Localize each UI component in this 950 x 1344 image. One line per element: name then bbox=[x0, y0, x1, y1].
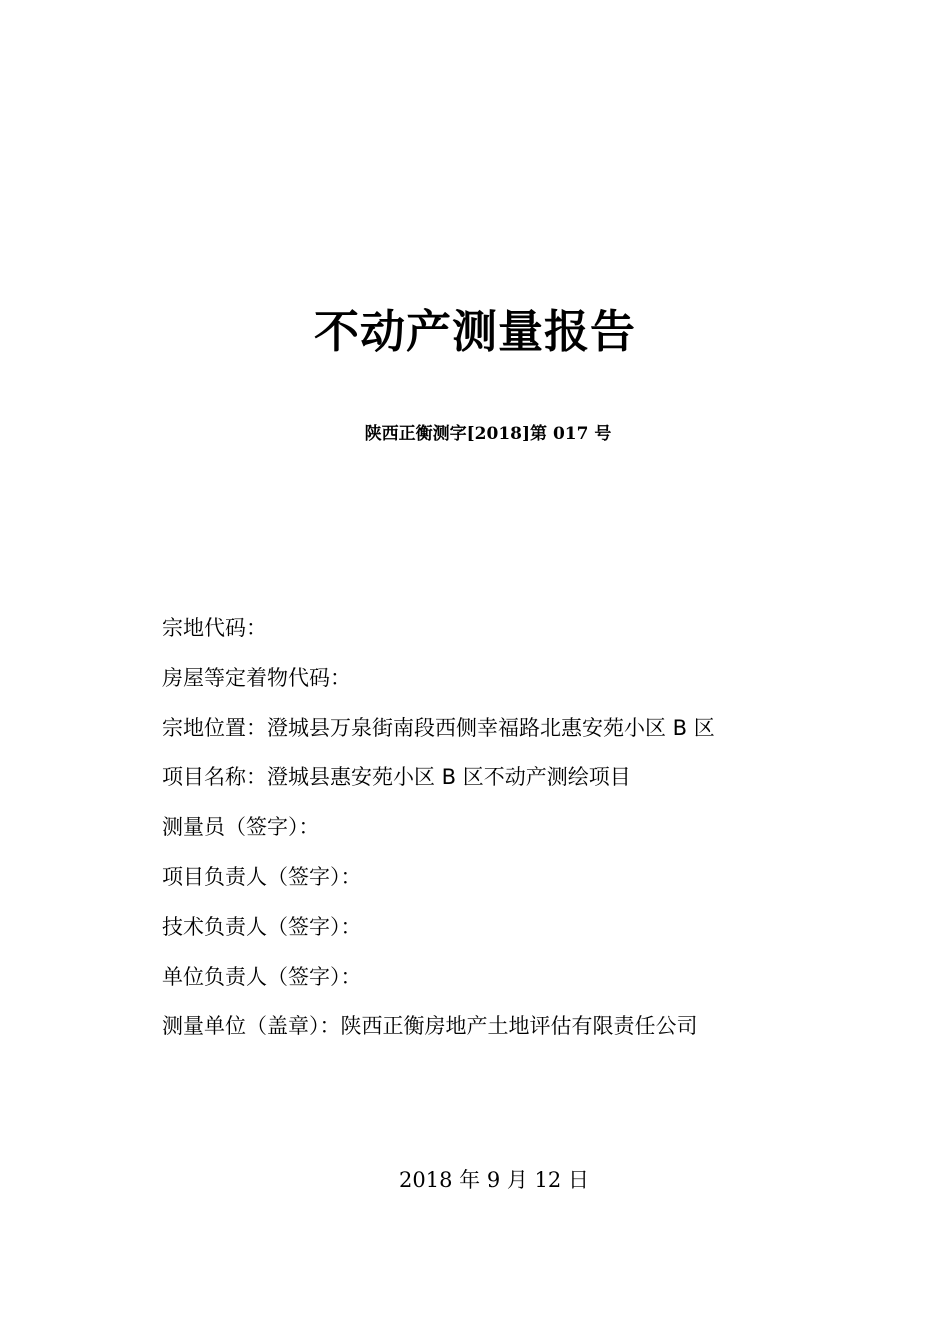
field-value: 澄城县万泉街南段西侧幸福路北惠安苑小区 B 区 bbox=[267, 715, 715, 740]
field-project-lead-signature bbox=[162, 861, 882, 911]
field-survey-unit-seal bbox=[162, 1010, 882, 1060]
field-unit-head-signature bbox=[162, 961, 882, 1011]
field-label: 技术负责人（签字）： bbox=[162, 914, 362, 939]
field-label: 房屋等定着物代码： bbox=[162, 665, 351, 690]
field-label: 单位负责人（签字）： bbox=[162, 964, 362, 989]
field-label: 项目负责人（签字）： bbox=[162, 864, 362, 889]
report-date: 2018 年 9 月 12 日 bbox=[399, 1168, 589, 1192]
report-title: 不动产测量报告 bbox=[313, 305, 636, 358]
field-value: 澄城县惠安苑小区 B 区不动产测绘项目 bbox=[267, 765, 631, 790]
field-surveyor-signature bbox=[162, 811, 882, 861]
document-number: 陕西正衡测字[2018]第 017 号 bbox=[364, 424, 612, 444]
field-label: 宗地代码： bbox=[162, 616, 267, 640]
field-project-name bbox=[162, 761, 882, 811]
field-label: 测量员（签字）： bbox=[162, 815, 320, 840]
field-label: 项目名称： bbox=[162, 765, 267, 790]
field-parcel-location bbox=[162, 712, 882, 762]
report-fields bbox=[162, 612, 882, 1060]
field-parcel-code bbox=[162, 612, 882, 662]
field-label: 宗地位置： bbox=[162, 715, 267, 740]
field-value: 陕西正衡房地产土地评估有限责任公司 bbox=[340, 1014, 698, 1039]
field-label: 测量单位（盖章）： bbox=[162, 1014, 341, 1039]
field-building-code bbox=[162, 662, 882, 712]
field-technical-lead-signature bbox=[162, 911, 882, 961]
